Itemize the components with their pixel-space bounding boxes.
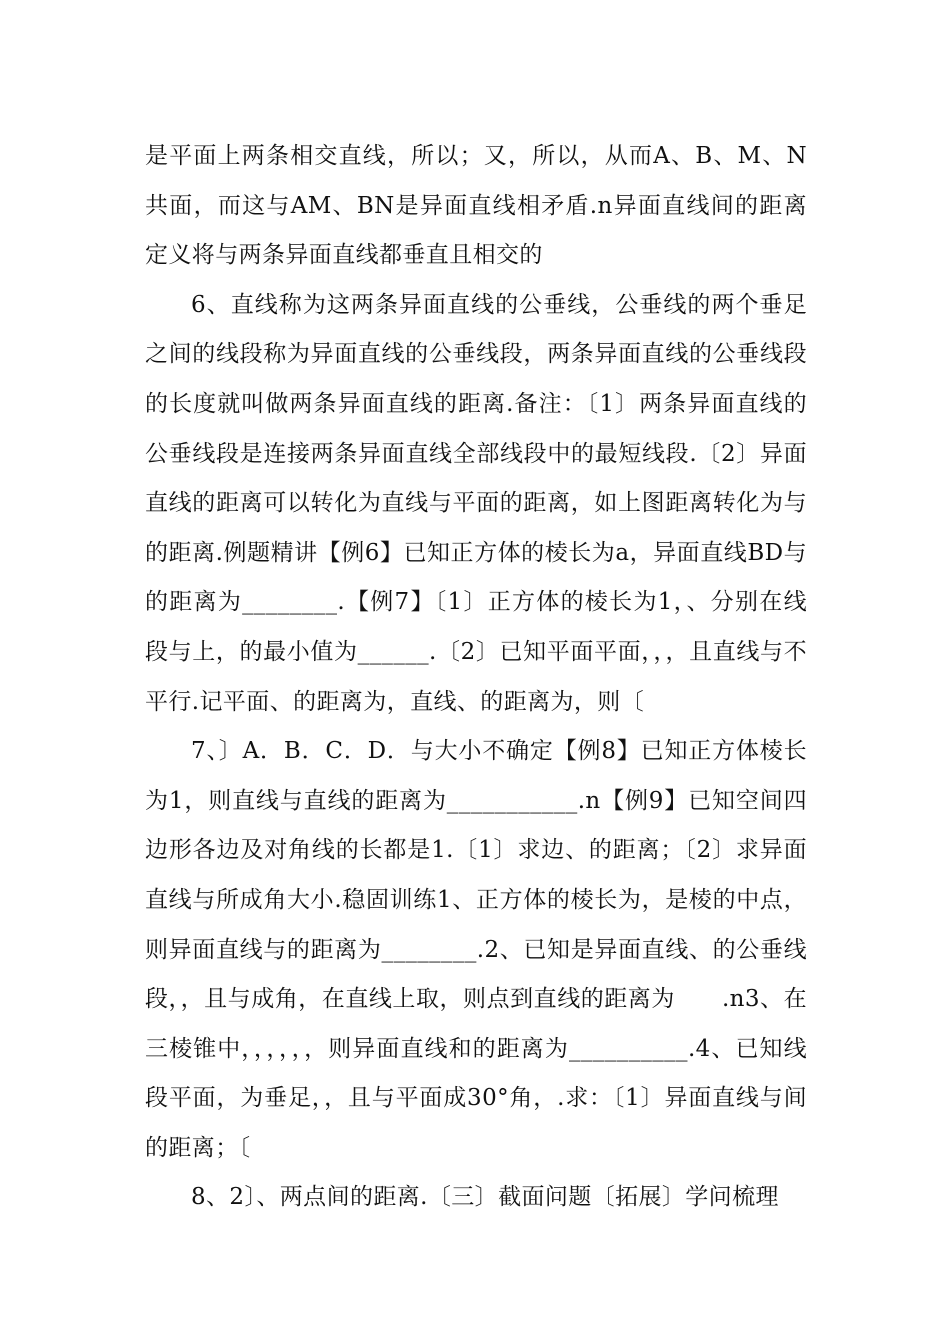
paragraph-7: 7、〕A．B．C．D．与大小不确定【例8】已知正方体棱长为1，则直线与直线的距离为___________.n【例9】已知空间四边形各边及对角线的长都是1.〔1〕求边、的距离；〔2〕求异面直线与所成角大小.稳固训练1、正方体的棱长为，是棱的中点，则异面直线与的距离为________.2、已知是异面直线、的公垂线段，，且与成角，在直线上取，则点到直线的距离为 .n3、在三棱锥中，，，，，，则异面直线和的距离为__________.4、已知线段平面，为垂足，，且与平面成30°角，.求：〔1〕异面直线与间的距离；〔	[145, 738, 807, 1161]
document-page	[145, 132, 807, 1223]
paragraph-8: 8、2〕、两点间的距离.〔三〕截面问题〔拓展〕学问梳理	[191, 1184, 779, 1211]
paragraph-6: 6、直线称为这两条异面直线的公垂线，公垂线的两个垂足之间的线段称为异面直线的公垂线段，两条异面直线的公垂线段的长度就叫做两条异面直线的距离.备注：〔1〕两条异面直线的公垂线段是连接两条异面直线全部线段中的最短线段.〔2〕异面直线的距离可以转化为直线与平面的距离，如上图距离转化为与的距离.例题精讲【例6】已知正方体的棱长为a，异面直线BD与的距离为________.【例7】〔1〕正方体的棱长为1，、分别在线段与上，的最小值为______.〔2〕已知平面平面，，，且直线与不平行.记平面、的距离为，直线、的距离为，则〔	[145, 291, 807, 715]
paragraph-intro: 是平面上两条相交直线，所以；又，所以，从而A、B、M、N共面，而这与AM、BN是异面直线相矛盾.n异面直线间的距离定义将与两条异面直线都垂直且相交的	[145, 143, 807, 269]
